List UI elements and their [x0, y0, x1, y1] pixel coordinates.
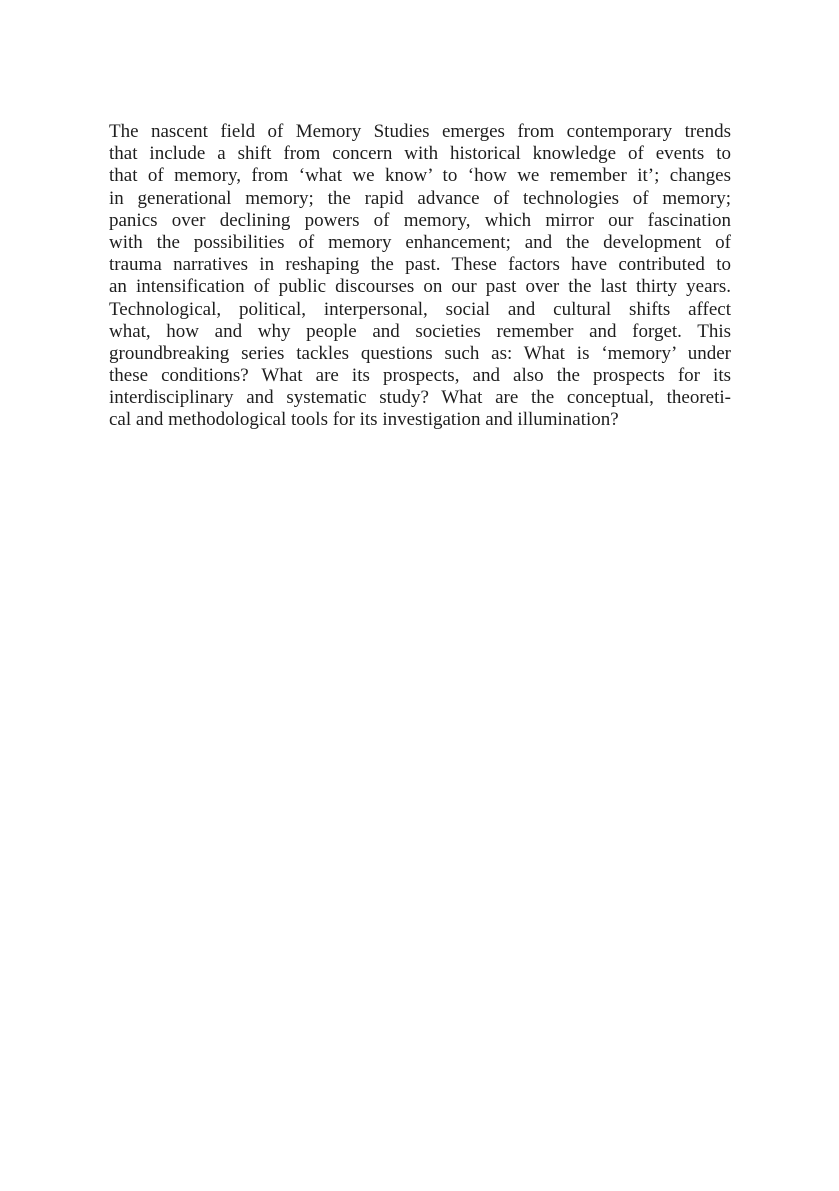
paragraph-line: in generational memory; the rapid advance of technologies of memory;: [109, 187, 731, 209]
paragraph-line: trauma narratives in reshaping the past. These factors have contributed to: [109, 254, 731, 276]
paragraph-line: an intensification of public discourses on our past over the last thirty years.: [109, 276, 731, 298]
paragraph-line: what, how and why people and societies remember and forget. This: [109, 320, 731, 342]
paragraph-line: that include a shift from concern with historical knowledge of events to: [109, 143, 731, 165]
series-description-paragraph: [109, 121, 731, 432]
paragraph-line: The nascent field of Memory Studies emerges from contemporary trends: [109, 121, 731, 142]
paragraph-line: with the possibilities of memory enhancement; and the development of: [109, 231, 731, 253]
paragraph-line: these conditions? What are its prospects, and also the prospects for its: [109, 365, 731, 387]
paragraph-line: interdisciplinary and systematic study? What are the conceptual, theoreti-: [109, 387, 731, 409]
paragraph-line: that of memory, from ‘what we know’ to ‘how we remember it’; changes: [109, 165, 731, 187]
paragraph-line: cal and methodological tools for its investigation and illumination?: [109, 409, 619, 431]
paragraph-line: Technological, political, interpersonal, social and cultural shifts affect: [109, 298, 731, 320]
paragraph-line: groundbreaking series tackles questions such as: What is ‘memory’ under: [109, 342, 731, 364]
paragraph-line: panics over declining powers of memory, which mirror our fascination: [109, 209, 731, 231]
